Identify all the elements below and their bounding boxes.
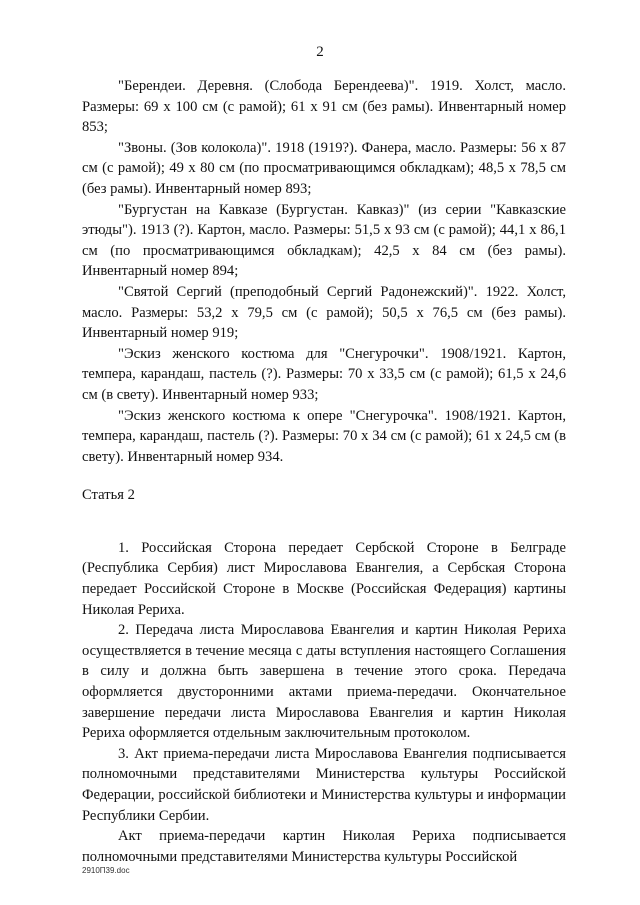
page-number: 2 (316, 44, 324, 60)
article-paragraph: 3. Акт приема-передачи листа Мирославова Евангелия подписывается полномочными представителями Министерства культуры Российской Федерации, российской библиотеки и Министерства культуры и информации Республики Сербии. (82, 745, 566, 824)
list-item: "Святой Сергий (преподобный Сергий Радонежский)". 1922. Холст, масло. Размеры: 53,2 x 79,5 см (с рамой); 50,5 x 76,5 см (без рамы). Инвентарный номер 919; (82, 283, 566, 342)
article-paragraph: 1. Российская Сторона передает Сербской Стороне в Белграде (Республика Сербия) лист Мирославова Евангелия, а Сербская Сторона передает Российской Стороне в Москве (Российская Федерация) картины Николая Рериха. (82, 539, 566, 618)
article-title: Статья 2 (82, 487, 135, 504)
article-paragraph: Акт приема-передачи картин Николая Рериха подписывается полномочными представителями Министерства культуры Российской (82, 828, 566, 865)
article-paragraph: 2. Передача листа Мирославова Евангелия и картин Николая Рериха осуществляется в течение месяца с даты вступления настоящего Соглашения в силу и должна быть завершена в течение этого срока. Передача оформляется двусторонними актами приема-передачи. Окончательное завершение передачи листа Мирославова Евангелия и картин Николая Рериха оформляется отдельным заключительным протоколом. (82, 622, 566, 742)
list-item: "Бургустан на Кавказе (Бургустан. Кавказ)" (из серии "Кавказские этюды"). 1913 (?). Картон, масло. Размеры: 51,5 x 93 см (с рамой); 44,1 x 86,1 см (по просматривающимся обкладкам); 42,5 x 84 см (без рамы). Инвентарный номер 894; (82, 201, 566, 280)
list-item: "Эскиз женского костюма к опере "Снегурочка". 1908/1921. Картон, темпера, карандаш, пастель (?). Размеры: 70 x 34 см (с рамой); 61 x 24,5 см (в свету). Инвентарный номер 934. (82, 407, 566, 465)
list-item: "Берендеи. Деревня. (Слобода Берендеева)". 1919. Холст, масло. Размеры: 69 x 100 см (с рамой); 61 x 91 см (без рамы). Инвентарный номер 853; (82, 78, 566, 136)
footer-filename: 2910П39.doc (82, 866, 130, 875)
spacer (82, 467, 566, 485)
list-item: "Эскиз женского костюма для "Снегурочки". 1908/1921. Картон, темпера, карандаш, пастель (?). Размеры: 70 x 33,5 см (с рамой); 61,5 x 24,6 см (в свету). Инвентарный номер 933; (82, 345, 566, 403)
list-item: "Звоны. (Зов колокола)". 1918 (1919?). Фанера, масло. Размеры: 56 x 87 см (с рамой); 49 x 80 см (по просматривающимся обкладкам); 48,5 x 78,5 см (без рамы). Инвентарный номер 893; (82, 139, 566, 197)
document-body (82, 76, 566, 867)
